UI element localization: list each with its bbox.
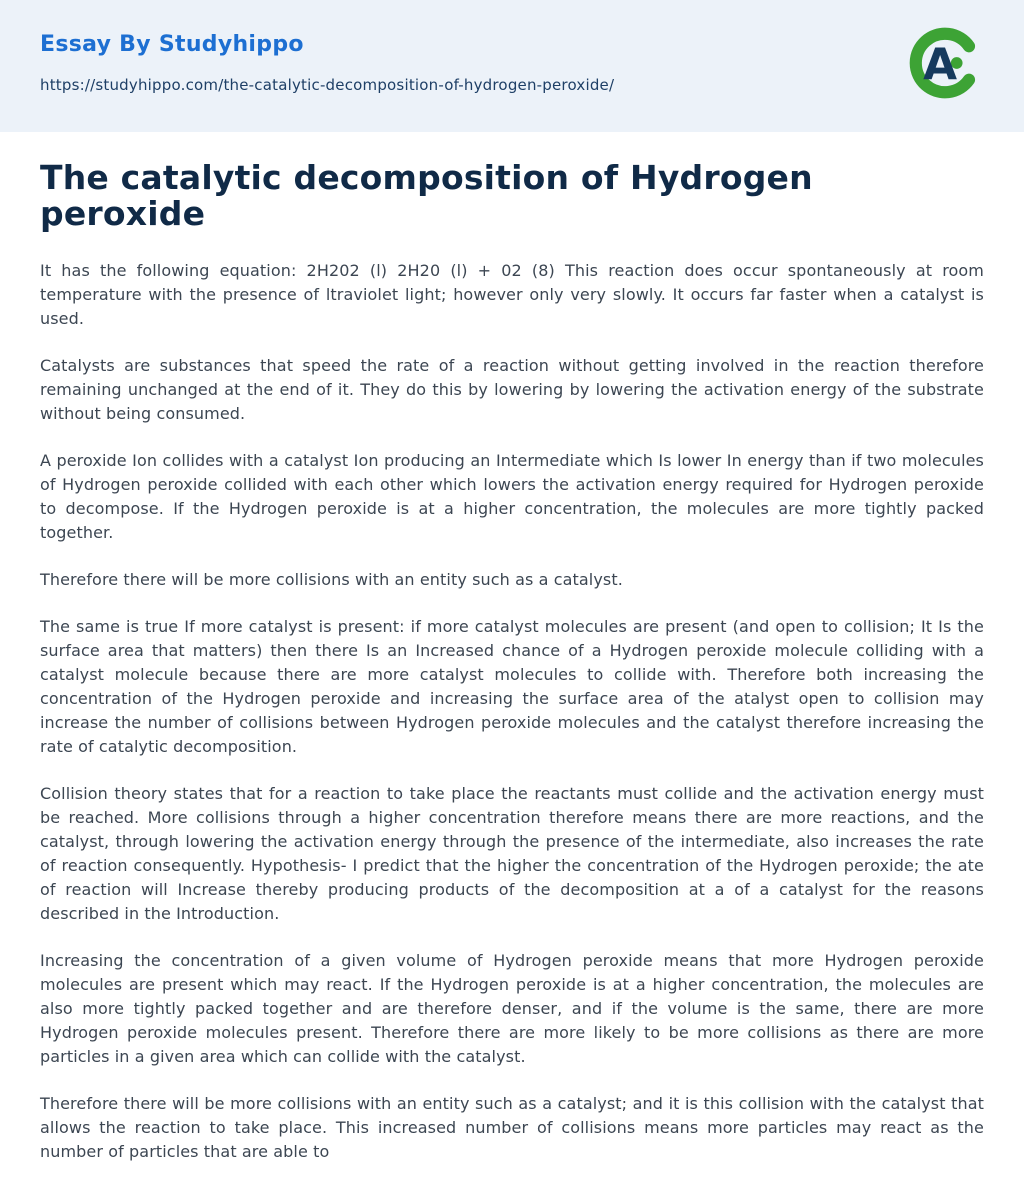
page-header	[0, 0, 1024, 132]
article-paragraph: A peroxide Ion collides with a catalyst Ion producing an Intermediate which Is lower In energy than if two molecules of Hydrogen peroxide collided with each other which lowers the activation energy required for Hydrogen peroxide to decompose. If the Hydrogen peroxide is at a higher concentration, the molecules are more tightly packed together.	[40, 450, 984, 542]
article	[0, 132, 1024, 1204]
article-title: The catalytic decomposition of Hydrogen peroxide	[40, 158, 813, 234]
article-paragraph: Increasing the concentration of a given volume of Hydrogen peroxide means that more Hydrogen peroxide molecules are present which may react. If the Hydrogen peroxide is at a higher concentration, the molecules are also more tightly packed together and are therefore denser, and if the volume is the same, there are more Hydrogen peroxide molecules present. Therefore there are more likely to be more collisions as there are more particles in a given area which can collide with the catalyst.	[40, 950, 984, 1066]
header-text-block	[40, 24, 614, 94]
article-paragraph: The same is true If more catalyst is present: if more catalyst molecules are present (and open to collision; It Is the surface area that matters) then there Is an Increased chance of a Hydrogen peroxide molecule colliding with a catalyst molecule because there are more catalyst molecules to collide with. Therefore both increasing the concentration of the Hydrogen peroxide and increasing the surface area of the atalyst open to collision may increase the number of collisions between Hydrogen peroxide molecules and the catalyst therefore increasing the rate of catalytic decomposition.	[40, 616, 984, 756]
source-url-link[interactable]: https://studyhippo.com/the-catalytic-decomposition-of-hydrogen-peroxide/	[40, 76, 615, 94]
studyhippo-logo[interactable]	[906, 24, 984, 102]
article-paragraph: It has the following equation: 2H202 (l) 2H20 (l) + 02 (8) This reaction does occur spontaneously at room temperature with the presence of ltraviolet light; however only very slowly. It occurs far faster when a catalyst is used.	[40, 260, 984, 328]
article-paragraph: Therefore there will be more collisions with an entity such as a catalyst.	[40, 569, 623, 589]
brand-title: Essay By Studyhippo	[40, 32, 304, 57]
logo-ring-a-icon	[906, 24, 984, 102]
article-body	[40, 259, 984, 1164]
article-paragraph: Therefore there will be more collisions with an entity such as a catalyst; and it is this collision with the catalyst that allows the reaction to take place. This increased number of collisions means more particles may react as the number of particles that are able to	[40, 1093, 984, 1161]
article-paragraph: Collision theory states that for a reaction to take place the reactants must collide and the activation energy must be reached. More collisions through a higher concentration therefore means there are more reactions, and the catalyst, through lowering the activation energy through the presence of the intermediate, also increases the rate of reaction consequently. Hypothesis- I predict that the higher the concentration of the Hydrogen peroxide; the ate of reaction will Increase thereby producing products of the decomposition at a of a catalyst for the reasons described in the Introduction.	[40, 783, 984, 923]
article-paragraph: Catalysts are substances that speed the rate of a reaction without getting involved in the reaction therefore remaining unchanged at the end of it. They do this by lowering by lowering the activation energy of the substrate without being consumed.	[40, 355, 984, 423]
logo-letter: A	[923, 39, 958, 91]
